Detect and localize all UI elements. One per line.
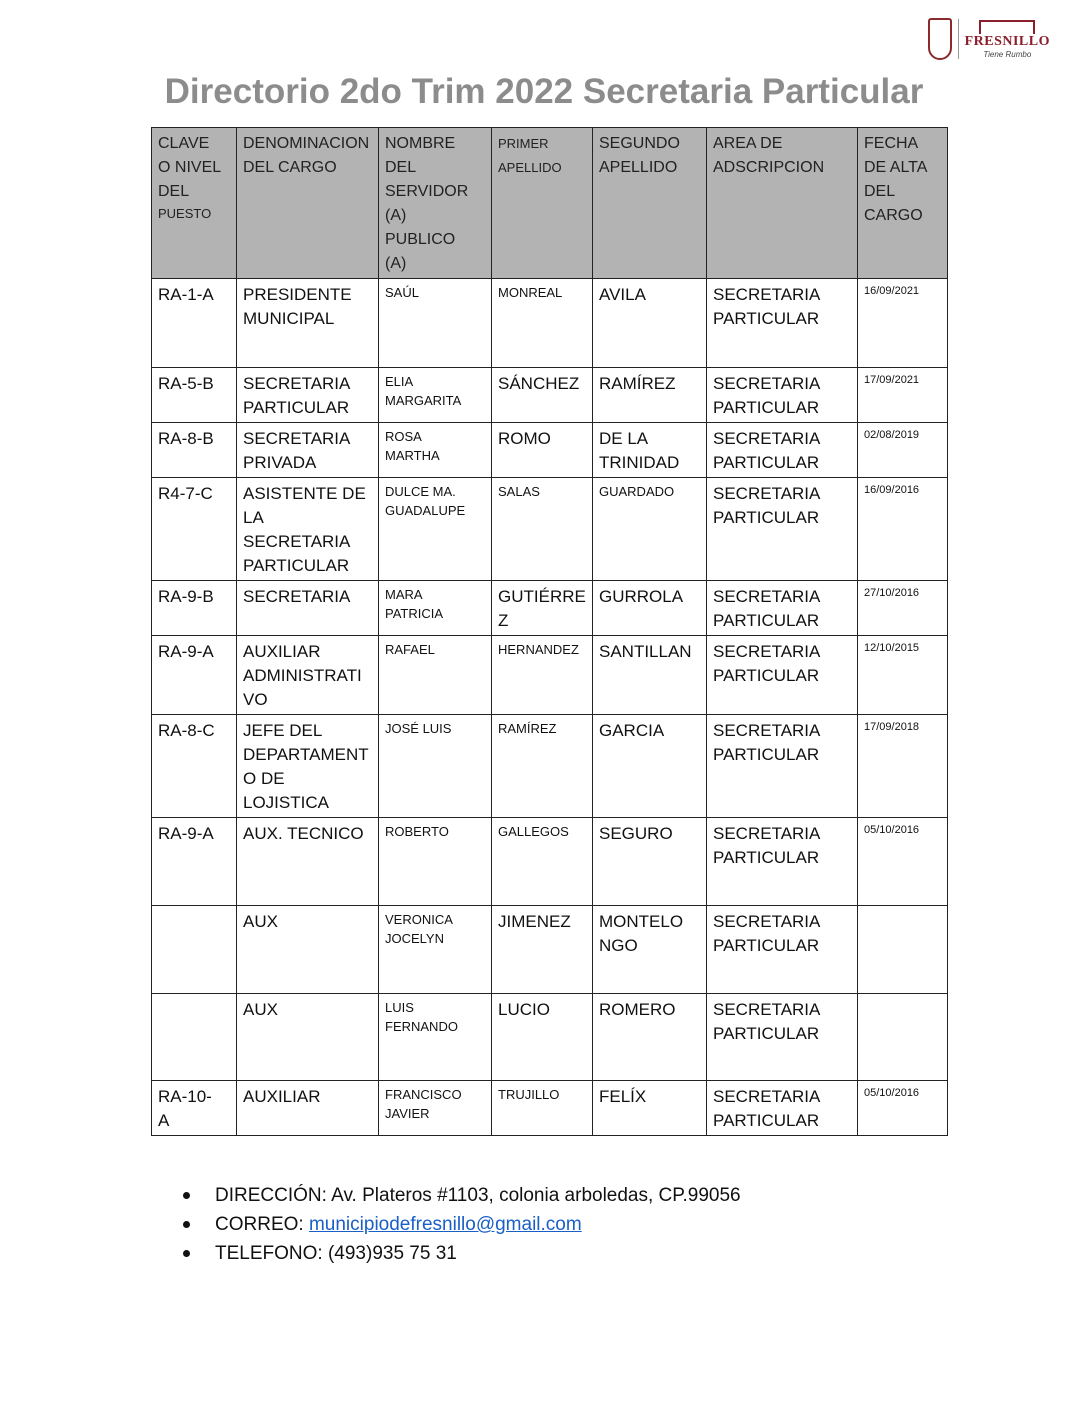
header-clave <box>152 128 237 279</box>
cell-primer-apellido: GUTIÉRREZ <box>492 581 593 636</box>
cell-segundo-apellido: FELÍX <box>593 1081 707 1136</box>
cell-segundo-apellido: ROMERO <box>593 994 707 1081</box>
cell-segundo-apellido: AVILA <box>593 279 707 368</box>
cell-area: SECRETARIA PARTICULAR <box>707 368 858 423</box>
table-row <box>152 636 948 715</box>
cell-primer-apellido: MONREAL <box>492 279 593 368</box>
header-nombre <box>379 128 492 279</box>
table-row <box>152 994 948 1081</box>
cell-nombre: LUIS FERNANDO <box>379 994 492 1081</box>
table-header-row <box>152 128 948 279</box>
cell-nombre: DULCE MA. GUADALUPE <box>379 478 492 581</box>
cell-denominacion: ASISTENTE DE LA SECRETARIA PARTICULAR <box>237 478 379 581</box>
cell-area: SECRETARIA PARTICULAR <box>707 818 858 906</box>
table-row <box>152 279 948 368</box>
cell-fecha-alta: 05/10/2016 <box>858 818 948 906</box>
cell-fecha-alta: 16/09/2021 <box>858 279 948 368</box>
email-label: CORREO: <box>215 1214 304 1235</box>
cell-segundo-apellido: MONTELO NGO <box>593 906 707 994</box>
email-link[interactable]: municipiodefresnillo@gmail.com <box>308 1214 582 1235</box>
cell-segundo-apellido: DE LA TRINIDAD <box>593 423 707 478</box>
cell-denominacion: AUX <box>237 906 379 994</box>
cell-clave <box>152 994 237 1081</box>
header-denominacion <box>237 128 379 279</box>
cell-area: SECRETARIA PARTICULAR <box>707 994 858 1081</box>
cell-primer-apellido: HERNANDEZ <box>492 636 593 715</box>
cell-clave <box>152 906 237 994</box>
table-row <box>152 1081 948 1136</box>
cell-denominacion: SECRETARIA PARTICULAR <box>237 368 379 423</box>
cell-nombre: MARA PATRICIA <box>379 581 492 636</box>
table-row <box>152 478 948 581</box>
table-row <box>152 715 948 818</box>
cell-fecha-alta: 02/08/2019 <box>858 423 948 478</box>
cell-clave: RA-9-A <box>152 818 237 906</box>
cell-nombre: RAFAEL <box>379 636 492 715</box>
cell-primer-apellido: SÁNCHEZ <box>492 368 593 423</box>
cell-nombre: FRANCISCO JAVIER <box>379 1081 492 1136</box>
directory-table <box>151 127 948 1136</box>
page-title: Directorio 2do Trim 2022 Secretaria Particular <box>164 72 924 111</box>
cell-segundo-apellido: SEGURO <box>593 818 707 906</box>
header-segundo-apellido <box>593 128 707 279</box>
cell-fecha-alta <box>858 994 948 1081</box>
table-row <box>152 581 948 636</box>
cell-denominacion: SECRETARIA PRIVADA <box>237 423 379 478</box>
cell-clave: RA-1-A <box>152 279 237 368</box>
header-label: NOMBRE DEL SERVIDOR (A) PUBLICO (A) <box>385 135 469 272</box>
cell-primer-apellido: JIMENEZ <box>492 906 593 994</box>
logo-divider <box>958 19 959 59</box>
fresnillo-logo <box>928 14 1050 64</box>
cell-fecha-alta: 17/09/2021 <box>858 368 948 423</box>
cell-clave: RA-5-B <box>152 368 237 423</box>
cell-segundo-apellido: SANTILLAN <box>593 636 707 715</box>
fresnillo-brand <box>965 20 1050 59</box>
cell-segundo-apellido: RAMÍREZ <box>593 368 707 423</box>
bullet-icon <box>183 1192 190 1199</box>
cell-segundo-apellido: GURROLA <box>593 581 707 636</box>
cell-primer-apellido: GALLEGOS <box>492 818 593 906</box>
cell-area: SECRETARIA PARTICULAR <box>707 906 858 994</box>
cell-denominacion: JEFE DEL DEPARTAMENT O DE LOJISTICA <box>237 715 379 818</box>
cell-fecha-alta <box>858 906 948 994</box>
cell-denominacion: AUXILIAR ADMINISTRATI VO <box>237 636 379 715</box>
cell-clave: RA-8-C <box>152 715 237 818</box>
cell-denominacion: AUXILIAR <box>237 1081 379 1136</box>
cell-clave: RA-9-A <box>152 636 237 715</box>
cell-fecha-alta: 12/10/2015 <box>858 636 948 715</box>
cell-fecha-alta: 27/10/2016 <box>858 581 948 636</box>
cell-primer-apellido: TRUJILLO <box>492 1081 593 1136</box>
phone-text: TELEFONO: (493)935 75 31 <box>215 1243 457 1264</box>
cell-segundo-apellido: GARCIA <box>593 715 707 818</box>
cell-area: SECRETARIA PARTICULAR <box>707 279 858 368</box>
header-label: DENOMINACION DEL CARGO <box>243 135 370 176</box>
cell-primer-apellido: SALAS <box>492 478 593 581</box>
header-fecha-alta <box>858 128 948 279</box>
cell-area: SECRETARIA PARTICULAR <box>707 715 858 818</box>
table-row <box>152 423 948 478</box>
cell-denominacion: PRESIDENTE MUNICIPAL <box>237 279 379 368</box>
cell-denominacion: SECRETARIA <box>237 581 379 636</box>
cell-nombre: JOSÉ LUIS <box>379 715 492 818</box>
table-row <box>152 906 948 994</box>
cell-area: SECRETARIA PARTICULAR <box>707 478 858 581</box>
brand-name: FRESNILLO <box>964 33 1050 49</box>
header-label: FECHA DE ALTA DEL CARGO <box>864 135 928 224</box>
content-flow <box>151 127 947 1268</box>
cell-clave: RA-10- A <box>152 1081 237 1136</box>
contact-address <box>183 1181 947 1210</box>
cell-clave: R4-7-C <box>152 478 237 581</box>
bullet-icon <box>183 1221 190 1228</box>
header-label-extra: PUESTO <box>158 206 212 221</box>
contact-email <box>183 1210 947 1239</box>
cell-denominacion: AUX. TECNICO <box>237 818 379 906</box>
cell-fecha-alta: 16/09/2016 <box>858 478 948 581</box>
contact-list <box>183 1181 947 1268</box>
cell-primer-apellido: LUCIO <box>492 994 593 1081</box>
cell-clave: RA-8-B <box>152 423 237 478</box>
cell-fecha-alta: 05/10/2016 <box>858 1081 948 1136</box>
building-icon <box>979 20 1035 34</box>
header-primer-apellido <box>492 128 593 279</box>
table-row <box>152 368 948 423</box>
table-row <box>152 818 948 906</box>
cell-primer-apellido: ROMO <box>492 423 593 478</box>
municipal-shield-icon <box>928 18 952 60</box>
contact-phone <box>183 1239 947 1268</box>
cell-nombre: VERONICA JOCELYN <box>379 906 492 994</box>
cell-area: SECRETARIA PARTICULAR <box>707 423 858 478</box>
header-label: AREA DE ADSCRIPCION <box>713 135 825 176</box>
header-label: CLAVE O NIVEL DEL <box>158 135 222 200</box>
cell-nombre: ROBERTO <box>379 818 492 906</box>
cell-fecha-alta: 17/09/2018 <box>858 715 948 818</box>
cell-primer-apellido: RAMÍREZ <box>492 715 593 818</box>
cell-clave: RA-9-B <box>152 581 237 636</box>
header-area <box>707 128 858 279</box>
cell-nombre: SAÚL <box>379 279 492 368</box>
brand-tagline: Tiene Rumbo <box>983 49 1032 59</box>
cell-segundo-apellido: GUARDADO <box>593 478 707 581</box>
header-label: PRIMER APELLIDO <box>498 136 562 175</box>
header-label: SEGUNDO APELLIDO <box>599 135 680 176</box>
cell-nombre: ROSA MARTHA <box>379 423 492 478</box>
cell-nombre: ELIA MARGARITA <box>379 368 492 423</box>
cell-area: SECRETARIA PARTICULAR <box>707 581 858 636</box>
cell-denominacion: AUX <box>237 994 379 1081</box>
cell-area: SECRETARIA PARTICULAR <box>707 1081 858 1136</box>
address-text: DIRECCIÓN: Av. Plateros #1103, colonia arboledas, CP.99056 <box>215 1185 741 1206</box>
bullet-icon <box>183 1250 190 1257</box>
cell-area: SECRETARIA PARTICULAR <box>707 636 858 715</box>
